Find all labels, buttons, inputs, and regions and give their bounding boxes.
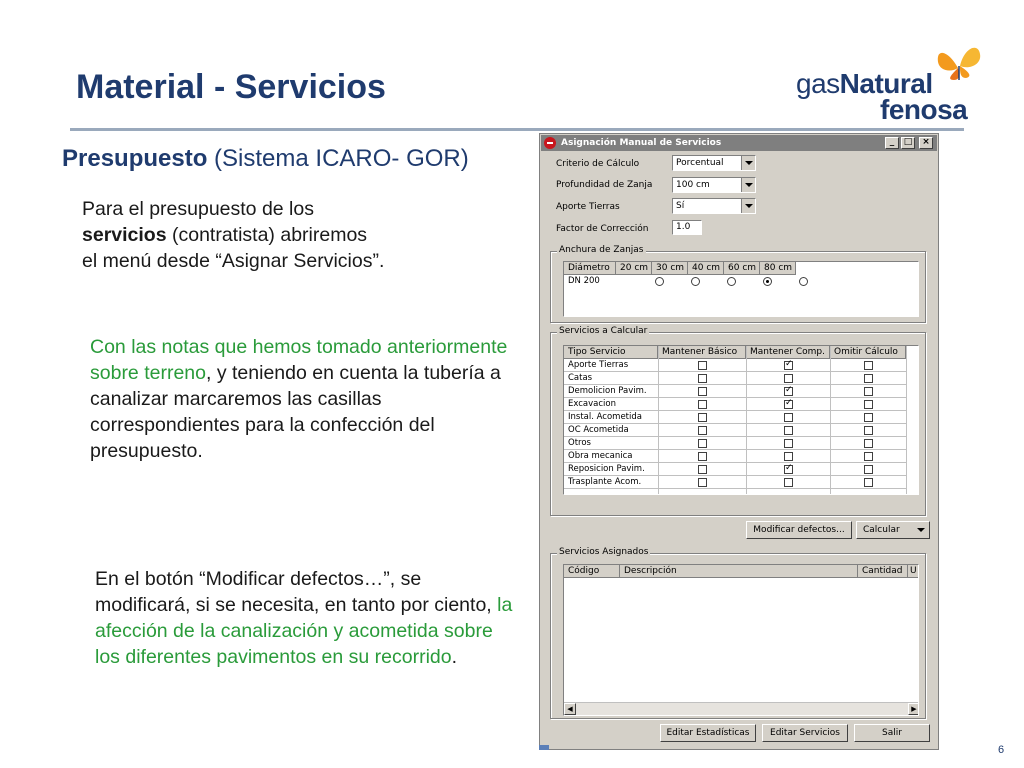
checkbox-omitir[interactable] xyxy=(864,478,873,487)
criterio-label: Criterio de Cálculo xyxy=(556,159,640,169)
asignados-col-header[interactable]: Código xyxy=(564,565,620,578)
checkbox-basico[interactable] xyxy=(698,413,707,422)
table-row-label: Otros xyxy=(568,438,591,448)
table-row-label: Excavacion xyxy=(568,399,616,409)
anchura-group-title: Anchura de Zanjas xyxy=(559,245,644,255)
anchura-col-header[interactable]: 20 cm xyxy=(616,262,652,275)
notes-part1: Con las notas que hemos tomado anteriormente sobre terreno xyxy=(90,336,508,384)
checkbox-omitir[interactable] xyxy=(864,465,873,474)
checkbox-comp[interactable] xyxy=(784,413,793,422)
checkbox-omitir[interactable] xyxy=(864,413,873,422)
table-row-label: Trasplante Acom. xyxy=(568,477,642,487)
profundidad-select[interactable] xyxy=(672,177,756,193)
gas-natural-fenosa-logo xyxy=(796,40,986,124)
checkbox-omitir[interactable] xyxy=(864,426,873,435)
notes-part3: teniendo en cuenta la tubería a canalizar marcaremos las casillas correspondientes para la confección del presupuesto. xyxy=(90,362,501,462)
intro-bold: servicios xyxy=(82,224,167,246)
checkbox-basico[interactable] xyxy=(698,465,707,474)
chevron-down-icon[interactable] xyxy=(741,178,755,192)
checkbox-omitir[interactable] xyxy=(864,374,873,383)
butterfly-icon xyxy=(934,40,984,82)
dialog-title: Asignación Manual de Servicios xyxy=(561,138,722,148)
modificar-part1: En el botón “Modificar defectos…”, se modificará, si se necesita, en tanto por ciento, xyxy=(95,568,492,616)
checkbox-comp[interactable] xyxy=(784,439,793,448)
row-divider xyxy=(564,488,906,489)
criterio-select[interactable] xyxy=(672,155,756,171)
chevron-down-icon xyxy=(917,528,925,532)
title-divider xyxy=(70,128,964,131)
checkbox-comp[interactable] xyxy=(784,426,793,435)
factor-label: Factor de Corrección xyxy=(556,224,649,234)
profundidad-label: Profundidad de Zanja xyxy=(556,180,653,190)
calcular-button[interactable] xyxy=(856,521,930,539)
editar-servicios-button[interactable]: Editar Servicios xyxy=(762,724,848,742)
asignados-group-title: Servicios Asignados xyxy=(559,547,649,557)
servicios-grid xyxy=(563,345,919,495)
intro-line1: Para el presupuesto de los xyxy=(82,198,314,220)
anchura-grid xyxy=(563,261,919,317)
checkbox-comp[interactable] xyxy=(784,374,793,383)
notes-part2: , y xyxy=(205,362,232,384)
asignados-group xyxy=(550,547,926,719)
asignados-col-header[interactable]: Cantidad xyxy=(858,565,908,578)
radio-20cm[interactable] xyxy=(655,277,664,286)
subtitle-bold: Presupuesto xyxy=(62,145,208,172)
slide-title: Material - Servicios xyxy=(76,68,386,106)
table-row-label: Instal. Acometida xyxy=(568,412,642,422)
radio-60cm[interactable] xyxy=(763,277,772,286)
checkbox-comp[interactable] xyxy=(784,478,793,487)
checkbox-basico[interactable] xyxy=(698,400,707,409)
dialog-titlebar xyxy=(541,135,937,151)
table-row-label: OC Acometida xyxy=(568,425,629,435)
aporte-value: Sí xyxy=(676,201,685,211)
table-row-label: Aporte Tierras xyxy=(568,360,629,370)
modificar-part3: . xyxy=(451,646,458,668)
checkbox-omitir[interactable] xyxy=(864,439,873,448)
logo-text-natural: Natural xyxy=(839,68,933,99)
checkbox-comp[interactable] xyxy=(784,452,793,461)
asignados-grid xyxy=(563,564,919,716)
scroll-left-icon[interactable]: ◀ xyxy=(564,703,576,715)
checkbox-omitir[interactable] xyxy=(864,452,873,461)
factor-input[interactable]: 1.0 xyxy=(672,220,702,235)
servicios-col-header[interactable]: Mantener Comp. xyxy=(746,346,830,359)
checkbox-basico[interactable] xyxy=(698,426,707,435)
aporte-select[interactable] xyxy=(672,198,756,214)
servicios-col-header[interactable]: Omitir Cálculo xyxy=(830,346,906,359)
paragraph-notes xyxy=(90,334,510,464)
slide-subtitle xyxy=(62,145,469,173)
chevron-down-icon[interactable] xyxy=(741,156,755,170)
radio-40cm[interactable] xyxy=(727,277,736,286)
row-divider xyxy=(564,371,906,372)
close-button[interactable]: × xyxy=(919,137,933,149)
minimize-button[interactable]: _ xyxy=(885,137,899,149)
row-divider xyxy=(564,436,906,437)
profundidad-value: 100 cm xyxy=(676,180,710,190)
table-row-label: Obra mecanica xyxy=(568,451,633,461)
asignados-col-header[interactable]: U xyxy=(908,565,919,578)
checkbox-basico[interactable] xyxy=(698,439,707,448)
paragraph-modificar xyxy=(95,566,515,670)
aporte-label: Aporte Tierras xyxy=(556,202,620,212)
asignados-col-header[interactable]: Descripción xyxy=(620,565,858,578)
scroll-right-icon[interactable]: ▶ xyxy=(908,703,919,715)
anchura-col-header[interactable]: Diámetro xyxy=(564,262,616,275)
salir-button[interactable]: Salir xyxy=(854,724,930,742)
servicios-col-header[interactable]: Mantener Básico xyxy=(658,346,746,359)
checkbox-omitir[interactable] xyxy=(864,361,873,370)
taskbar-fragment xyxy=(539,745,549,750)
checkbox-basico[interactable] xyxy=(698,374,707,383)
checkbox-omitir[interactable] xyxy=(864,387,873,396)
radio-30cm[interactable] xyxy=(691,277,700,286)
checkbox-comp[interactable] xyxy=(784,465,793,474)
modificar-defectos-button[interactable]: Modificar defectos... xyxy=(746,521,852,539)
servicios-col-header[interactable]: Tipo Servicio xyxy=(564,346,658,359)
anchura-col-header[interactable]: 60 cm xyxy=(724,262,760,275)
intro-line3: el menú desde “Asignar Servicios”. xyxy=(82,250,385,272)
checkbox-basico[interactable] xyxy=(698,361,707,370)
checkbox-comp[interactable] xyxy=(784,400,793,409)
horizontal-scrollbar[interactable] xyxy=(564,702,919,715)
anchura-col-header[interactable]: 30 cm xyxy=(652,262,688,275)
maximize-button[interactable]: □ xyxy=(901,137,915,149)
calcular-label: Calcular xyxy=(863,525,900,535)
paragraph-intro xyxy=(82,196,502,274)
checkbox-basico[interactable] xyxy=(698,452,707,461)
checkbox-basico[interactable] xyxy=(698,478,707,487)
checkbox-omitir[interactable] xyxy=(864,400,873,409)
asignacion-dialog xyxy=(539,133,939,750)
checkbox-basico[interactable] xyxy=(698,387,707,396)
editar-estadisticas-button[interactable]: Editar Estadísticas xyxy=(660,724,756,742)
checkbox-comp[interactable] xyxy=(784,361,793,370)
logo-text-fenosa: fenosa xyxy=(880,94,968,125)
table-row-label: Catas xyxy=(568,373,593,383)
radio-80cm[interactable] xyxy=(799,277,808,286)
anchura-col-header[interactable]: 40 cm xyxy=(688,262,724,275)
subtitle-rest: (Sistema ICARO- GOR) xyxy=(207,145,469,172)
table-row-label: Reposicion Pavim. xyxy=(568,464,645,474)
servicios-group-title: Servicios a Calcular xyxy=(559,326,648,336)
criterio-value: Porcentual xyxy=(676,158,724,168)
modificar-part2: la afección de la canalización y acometida sobre los diferentes pavimentos en su recorrido xyxy=(95,594,513,668)
app-icon xyxy=(544,137,556,149)
page-number: 6 xyxy=(998,744,1005,756)
chevron-down-icon[interactable] xyxy=(741,199,755,213)
servicios-group xyxy=(550,326,926,516)
table-row-label: Demolicion Pavim. xyxy=(568,386,647,396)
logo-text-gas: gas xyxy=(796,68,840,99)
anchura-row-label: DN 200 xyxy=(568,276,600,286)
anchura-col-header[interactable]: 80 cm xyxy=(760,262,796,275)
anchura-group xyxy=(550,245,926,323)
intro-line2-rest: (contratista) abriremos xyxy=(166,224,368,246)
checkbox-comp[interactable] xyxy=(784,387,793,396)
